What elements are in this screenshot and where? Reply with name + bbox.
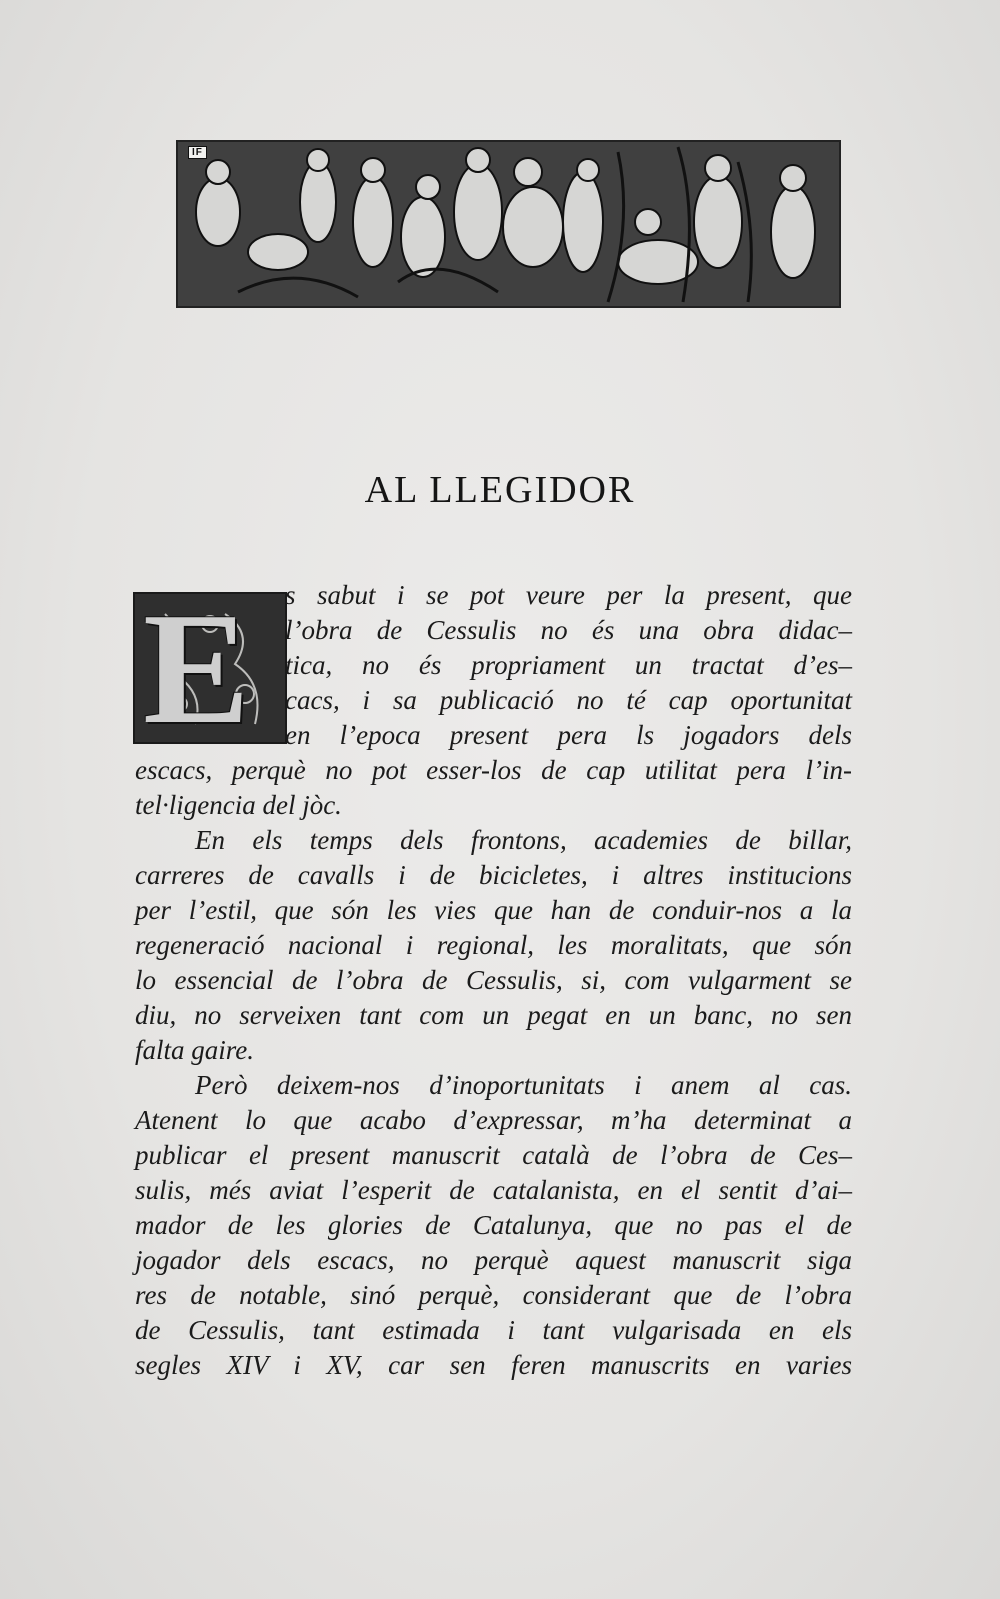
text-line: carreres de cavalls i de bicicletes, i altres institucions: [135, 860, 852, 890]
text-line: Atenent lo que acabo d’expressar, m’ha determinat a: [135, 1105, 852, 1135]
text-line: lo essencial de l’obra de Cessulis, si, com vulgarment se: [135, 965, 852, 995]
text-line: cacs, i sa publicació no té cap oportunitat: [285, 685, 852, 715]
headpiece-woodcut: [176, 140, 841, 308]
text-line: En els temps dels frontons, academies de billar,: [195, 825, 852, 855]
text-line: l’obra de Cessulis no és una obra didac–: [285, 615, 852, 645]
text-line: de Cessulis, tant estimada i tant vulgarisada en els: [135, 1315, 852, 1345]
text-line: diu, no serveixen tant com un pegat en un banc, no sen: [135, 1000, 852, 1030]
decorated-initial: [133, 592, 287, 744]
ornamental-woodcut-frieze-icon: [178, 142, 839, 306]
text-line: tica, no és propriament un tractat d’es–: [285, 650, 852, 680]
text-line: mador de les glories de Catalunya, que no pas el de: [135, 1210, 852, 1240]
text-line: sulis, més aviat l’esperit de catalanista, en el sentit d’ai–: [135, 1175, 852, 1205]
text-line: per l’estil, que són les vies que han de conduir-nos a la: [135, 895, 852, 925]
text-line: en l’epoca present pera ls jogadors dels: [285, 720, 852, 750]
text-line: regeneració nacional i regional, les moralitats, que són: [135, 930, 852, 960]
text-line: falta gaire.: [135, 1035, 254, 1065]
text-line: jogador dels escacs, no perquè aquest manuscrit siga: [135, 1245, 852, 1275]
text-line: tel·ligencia del jòc.: [135, 790, 342, 820]
text-line: Però deixem-nos d’inoportunitats i anem al cas.: [195, 1070, 852, 1100]
text-line: s sabut i se pot veure per la present, que: [285, 580, 852, 610]
text-line: res de notable, sinó perquè, considerant que de l’obra: [135, 1280, 852, 1310]
headpiece-monogram: IF: [188, 146, 207, 159]
text-line: publicar el present manuscrit català de l’obra de Ces–: [135, 1140, 852, 1170]
text-line: segles XIV i XV, car sen feren manuscrits en varies: [135, 1350, 852, 1380]
page-title: AL LLEGIDOR: [364, 469, 636, 511]
text-line: escacs, perquè no pot esser-los de cap utilitat pera l’in-: [135, 755, 852, 785]
dropcap-letter: E: [143, 592, 250, 744]
